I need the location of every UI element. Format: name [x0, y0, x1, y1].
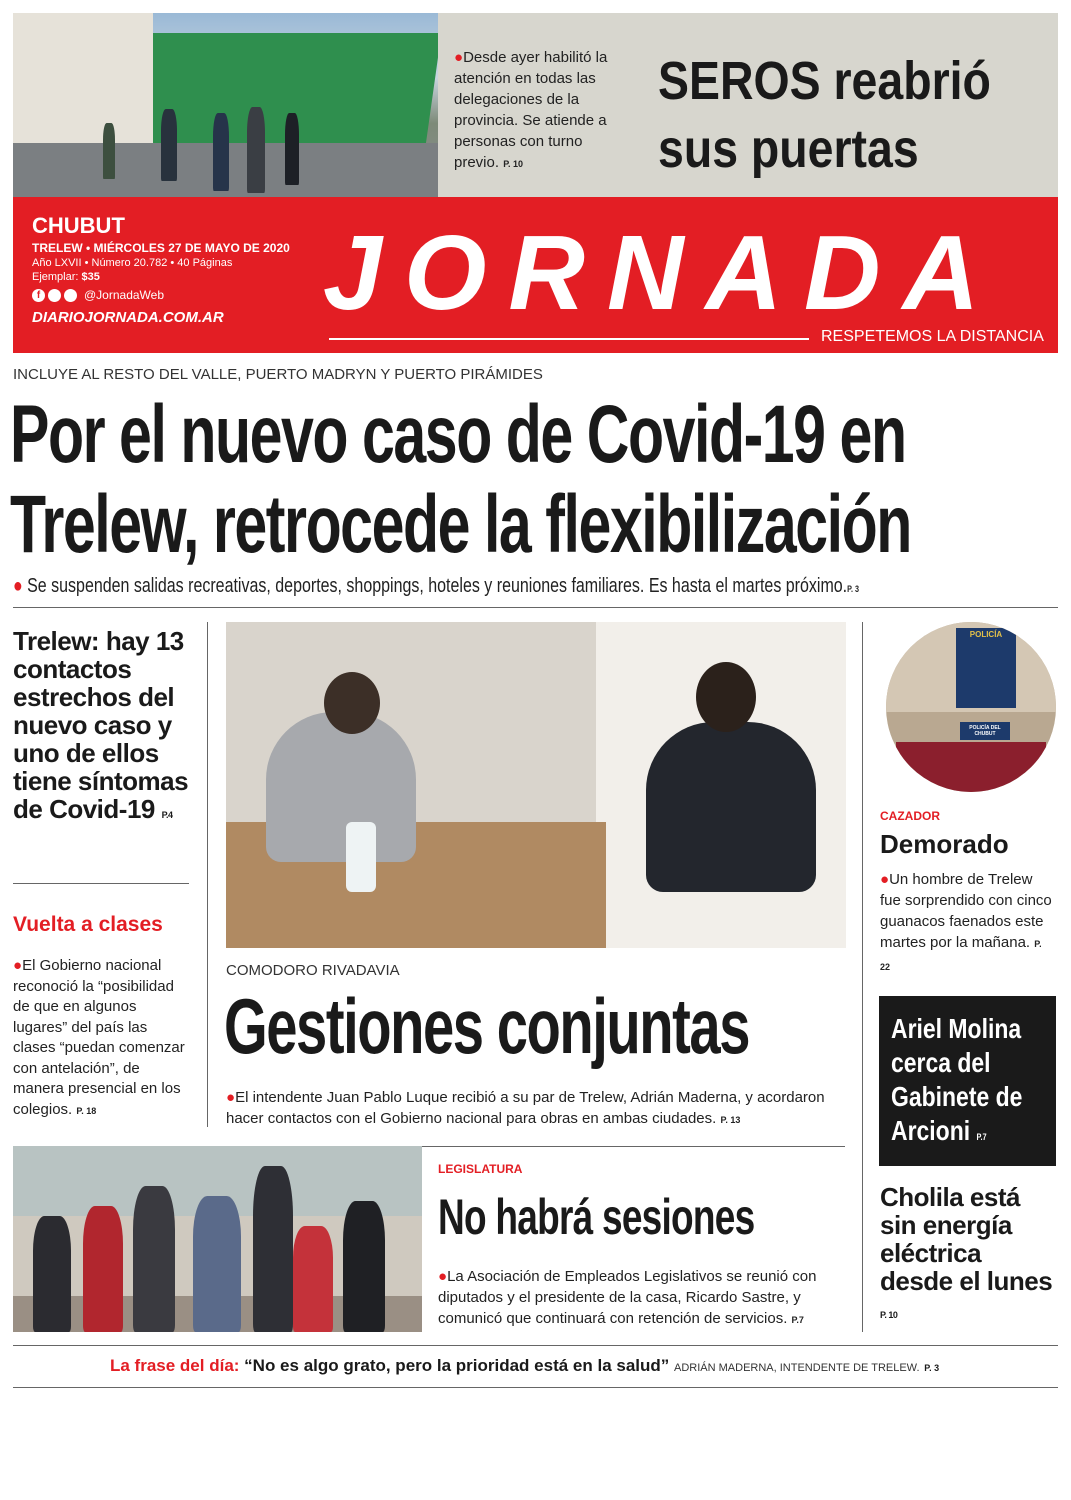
main-headline[interactable]: Por el nuevo caso de Covid-19 en Trelew, retrocede la flexibilización	[10, 389, 911, 570]
logo: JORNADA	[323, 214, 1002, 332]
legislatura-headline[interactable]: No habrá sesiones	[438, 1189, 755, 1245]
classes-text: ●El Gobierno nacional reconoció la “posibilidad de que en algunos lugares” del país las clases “puedan comenzar con antelación”, de manera presencial en los colegios. P. 18	[13, 957, 185, 1118]
divider	[13, 883, 189, 884]
bullet-dot-icon: ●	[13, 957, 23, 974]
tagline-rule	[329, 338, 809, 340]
page-ref: P. 10	[503, 159, 524, 169]
website-link[interactable]: DIARIOJORNADA.COM.AR	[32, 309, 224, 326]
center-headline[interactable]: Gestiones conjuntas	[224, 982, 750, 1070]
quote-line	[110, 1356, 939, 1376]
bullet-dot-icon: ●	[454, 49, 464, 66]
quote-text[interactable]: “No es algo grato, pero la prioridad está en la salud”	[244, 1356, 670, 1375]
main-kicker: INCLUYE AL RESTO DEL VALLE, PUERTO MADRYN Y PUERTO PIRÁMIDES	[13, 366, 543, 383]
top-story-deck: ●Desde ayer habilitó la atención en todas las delegaciones de la provincia. Se atiende a personas con turno previo. P. 10	[454, 49, 608, 171]
column-rule	[862, 622, 863, 1332]
top-story-headline[interactable]: SEROS reabrió sus puertas	[658, 51, 991, 179]
bullet-dot-icon: ●	[438, 1268, 448, 1285]
masthead	[13, 197, 1058, 353]
column-rule	[207, 622, 208, 1127]
page-ref: P. 3	[924, 1363, 940, 1373]
meeting-photo	[226, 622, 846, 948]
legislatura-kicker: LEGISLATURA	[438, 1162, 523, 1176]
badge-label: POLICÍA DEL CHUBUT	[960, 722, 1010, 740]
twitter-icon[interactable]	[48, 289, 61, 302]
divider	[13, 1387, 1058, 1388]
quote-label: La frase del día:	[110, 1356, 240, 1375]
center-text: ●El intendente Juan Pablo Luque recibió a su par de Trelew, Adrián Maderna, y acordaron hacer contactos con el Gobierno nacional para obras en ambas ciudades. P. 13	[226, 1089, 825, 1127]
social-handle[interactable]: @JornadaWeb	[84, 288, 165, 302]
legislatura-text: ●La Asociación de Empleados Legislativos se reunió con diputados y el presidente de la casa, Ricardo Sastre, y comunicó que continuará con retención de servicios. P.7	[438, 1268, 817, 1327]
legislatura-photo	[13, 1146, 422, 1332]
cazador-kicker: CAZADOR	[880, 809, 940, 823]
cazador-headline[interactable]: Demorado	[880, 829, 1009, 859]
evidence-photo	[886, 622, 1056, 792]
badge-top-label: POLICÍA	[969, 630, 1003, 639]
instagram-icon[interactable]	[64, 289, 77, 302]
top-story-panel	[438, 13, 1058, 197]
seros-building-photo	[13, 13, 438, 197]
tagline: RESPETEMOS LA DISTANCIA	[821, 328, 1044, 345]
cazador-text: ●Un hombre de Trelew fue sorprendido con cinco guanacos faenados este martes por la mañana. P. 22	[880, 871, 1052, 972]
divider	[13, 607, 1058, 608]
divider	[13, 1345, 1058, 1346]
bullet-dot-icon: ●	[880, 871, 890, 888]
contacts-headline[interactable]: Trelew: hay 13 contactos estrechos del nuevo caso y uno de ellos tiene síntomas de Covid-19 P.4	[13, 626, 189, 824]
bullet-dot-icon: ●	[226, 1089, 236, 1106]
molina-headline: Ariel Molina cerca del Gabinete de Arcioni P.7	[891, 1013, 1023, 1146]
region-label: CHUBUT	[32, 213, 125, 238]
classes-headline[interactable]: Vuelta a clases	[13, 913, 163, 936]
date-line: TRELEW • MIÉRCOLES 27 DE MAYO DE 2020	[32, 241, 290, 255]
facebook-icon[interactable]: f	[32, 289, 45, 302]
main-deck: ● Se suspenden salidas recreativas, deportes, shoppings, hoteles y reuniones familiares. Es hasta el martes próximo.P. 3	[13, 575, 859, 597]
bullet-dot-icon: ●	[13, 575, 23, 597]
edition-line: Año LXVII • Número 20.782 • 40 Páginas	[32, 257, 233, 269]
quote-attribution: ADRIÁN MADERNA, INTENDENTE DE TRELEW.	[674, 1362, 920, 1374]
center-kicker: COMODORO RIVADAVIA	[226, 962, 400, 979]
molina-box[interactable]	[879, 996, 1056, 1166]
price-line: Ejemplar: $35	[32, 271, 100, 283]
cholila-headline[interactable]: Cholila está sin energía eléctrica desde el lunes P. 10	[880, 1182, 1053, 1320]
social-line	[32, 288, 164, 302]
